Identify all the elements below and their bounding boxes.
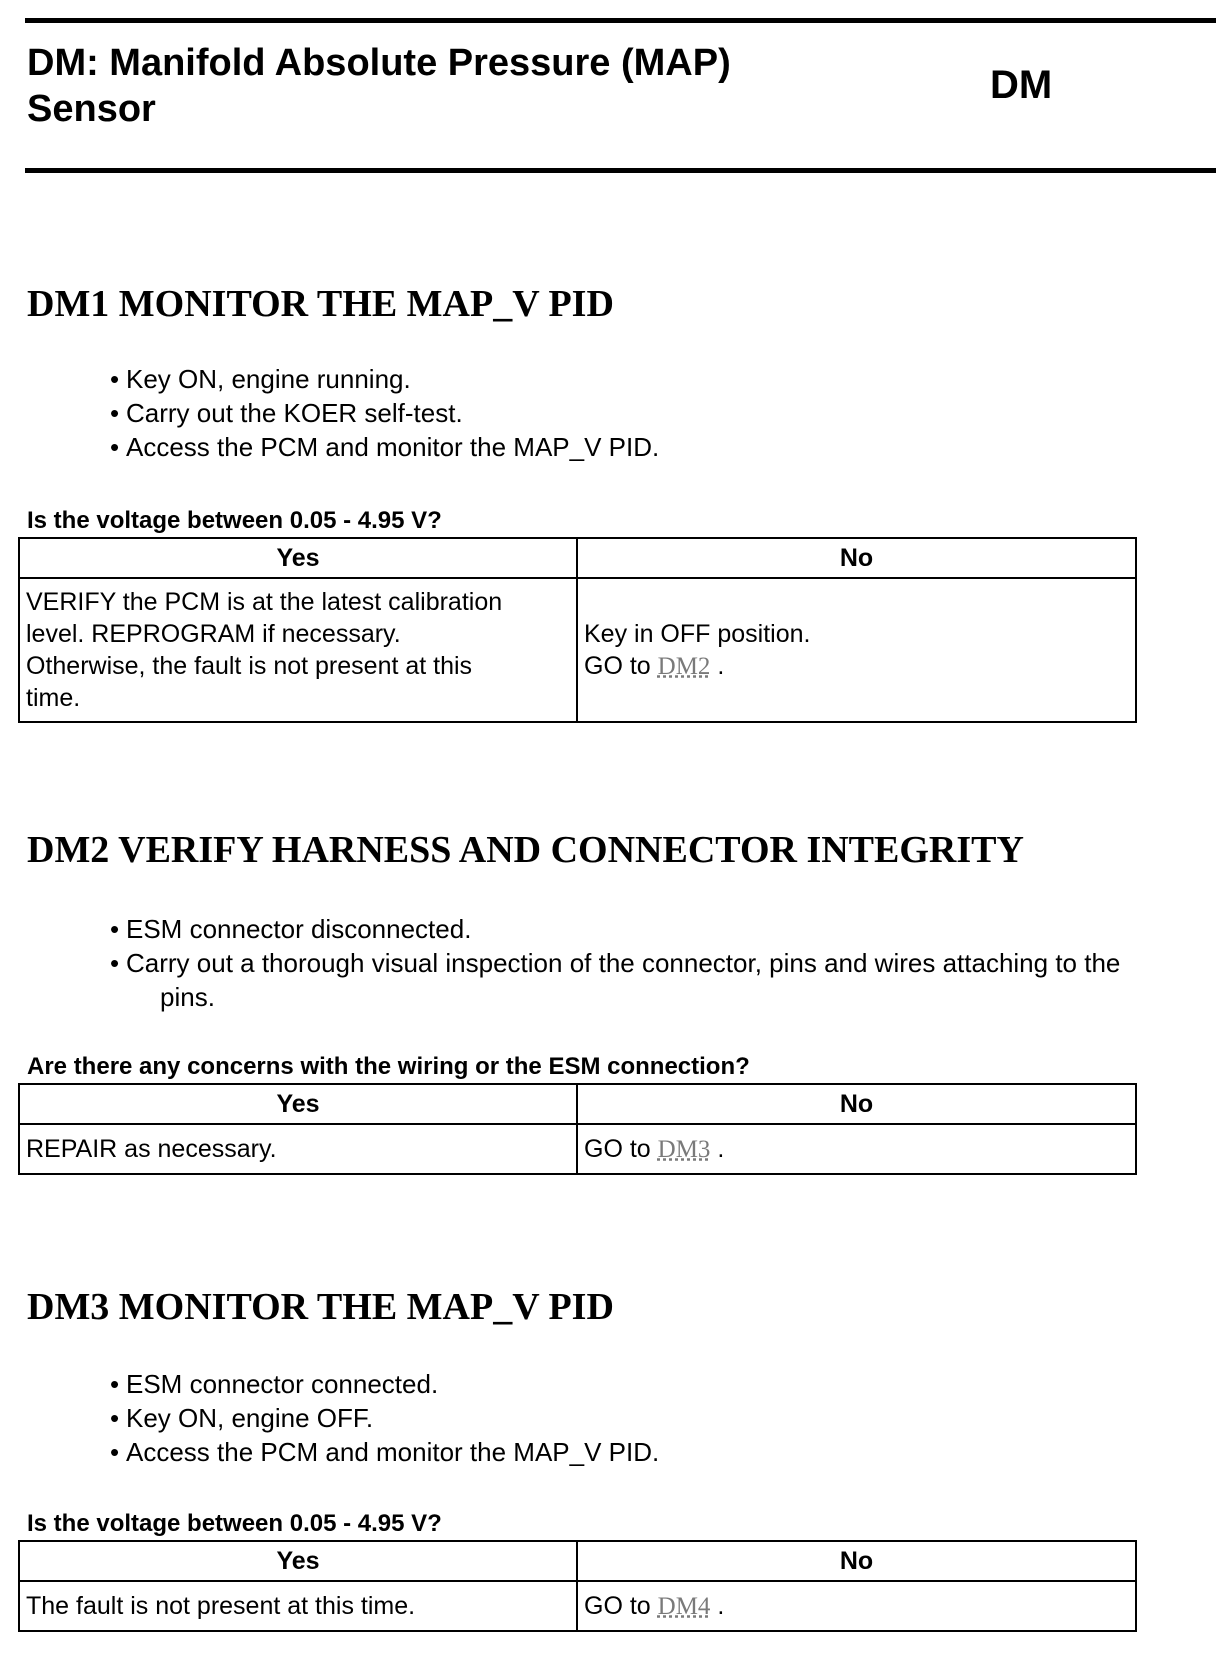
page-title-line1: DM: Manifold Absolute Pressure (MAP) <box>27 42 731 84</box>
instruction-item: • Carry out a thorough visual inspection of the connector, pins and wires attaching to the pins. <box>110 946 1200 1014</box>
header-bottom-rule <box>25 168 1216 173</box>
yes-header: Yes <box>19 1084 577 1124</box>
step-heading: DM2 VERIFY HARNESS AND CONNECTOR INTEGRITY <box>27 829 1024 871</box>
yes-cell: VERIFY the PCM is at the latest calibration level. REPROGRAM if necessary. Otherwise, the fault is not present at this time. <box>19 578 577 722</box>
instruction-item: • Access the PCM and monitor the MAP_V PID. <box>110 1435 1200 1469</box>
answer-table <box>18 537 1137 723</box>
step-instructions <box>110 1367 1200 1469</box>
step-instructions <box>110 912 1200 1014</box>
step-heading: DM3 MONITOR THE MAP_V PID <box>27 1286 614 1328</box>
goto-dm2-link[interactable]: DM2 <box>657 652 711 680</box>
no-cell: Key in OFF position. GO to DM2 . <box>577 578 1136 722</box>
yes-cell: REPAIR as necessary. <box>19 1124 577 1174</box>
goto-dm4-link[interactable]: DM4 <box>657 1592 711 1620</box>
yes-header: Yes <box>19 538 577 578</box>
no-cell: GO to DM3 . <box>577 1124 1136 1174</box>
step-question: Is the voltage between 0.05 - 4.95 V? <box>27 507 442 534</box>
instruction-item: • Carry out the KOER self-test. <box>110 396 1200 430</box>
instruction-item: • Key ON, engine running. <box>110 362 1200 396</box>
page-title-line2: Sensor <box>27 88 156 130</box>
section-code: DM <box>990 63 1053 107</box>
instruction-item: • Key ON, engine OFF. <box>110 1401 1200 1435</box>
no-header: No <box>577 538 1136 578</box>
yes-cell: The fault is not present at this time. <box>19 1581 577 1631</box>
instruction-item: • ESM connector connected. <box>110 1367 1200 1401</box>
goto-dm3-link[interactable]: DM3 <box>657 1135 711 1163</box>
step-question: Are there any concerns with the wiring or the ESM connection? <box>27 1053 750 1080</box>
page-title <box>27 40 907 132</box>
yes-header: Yes <box>19 1541 577 1581</box>
instruction-item: • ESM connector disconnected. <box>110 912 1200 946</box>
no-cell: GO to DM4 . <box>577 1581 1136 1631</box>
no-header: No <box>577 1541 1136 1581</box>
no-header: No <box>577 1084 1136 1124</box>
step-heading: DM1 MONITOR THE MAP_V PID <box>27 283 614 325</box>
answer-table <box>18 1540 1137 1632</box>
step-question: Is the voltage between 0.05 - 4.95 V? <box>27 1510 442 1537</box>
top-rule <box>25 18 1216 23</box>
instruction-item: • Access the PCM and monitor the MAP_V PID. <box>110 430 1200 464</box>
answer-table <box>18 1083 1137 1175</box>
step-instructions <box>110 362 1200 464</box>
